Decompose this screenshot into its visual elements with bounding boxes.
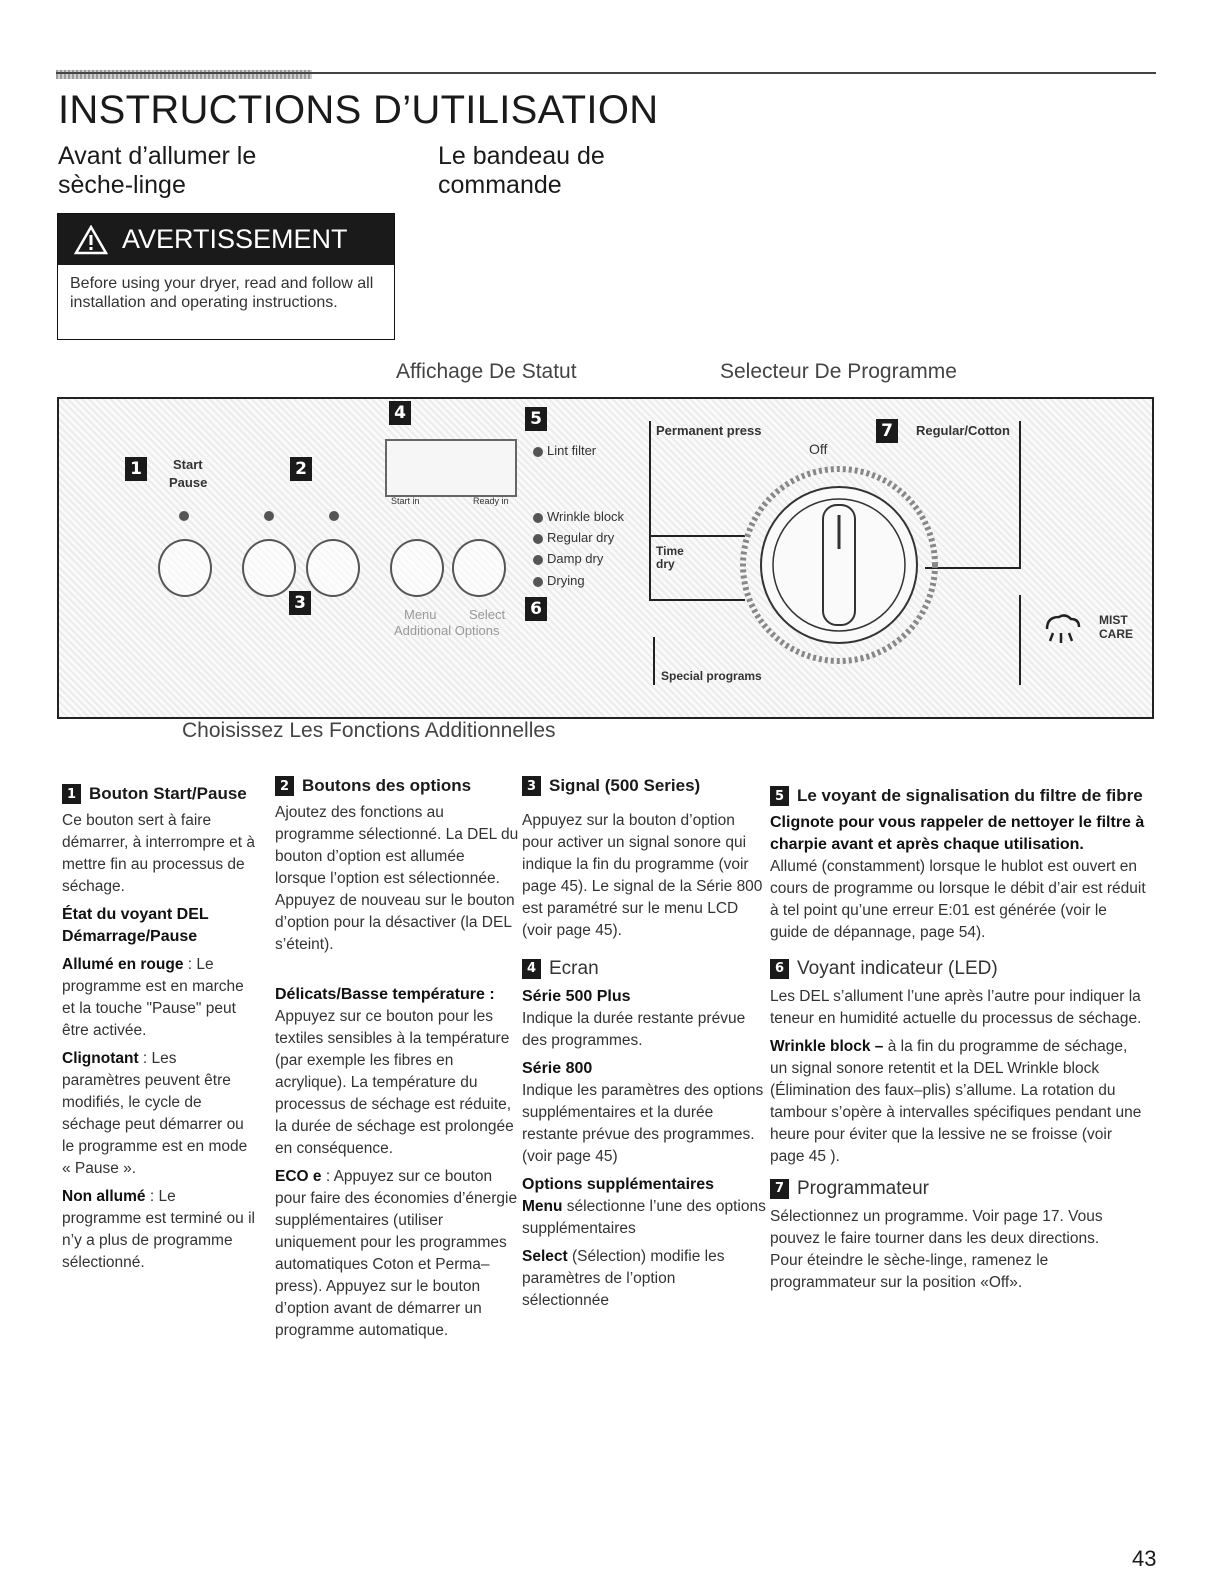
- regular-dry-led: [533, 534, 543, 544]
- screen-badge: 4: [522, 959, 541, 979]
- lint-filter-led: [533, 447, 543, 457]
- section-heading: [62, 784, 258, 804]
- led-on-red-label: Allumé en rouge: [62, 956, 184, 973]
- panel-badge-1: 1: [125, 457, 147, 481]
- ready-in-label: Ready in: [473, 496, 509, 506]
- led-off: [62, 1186, 258, 1274]
- page-title: INSTRUCTIONS D’UTILISATION: [58, 88, 659, 132]
- label-status-display: Affichage De Statut: [396, 360, 577, 383]
- led-off-text: : Le programme est terminé ou il n’y a plus de programme sélectionné.: [62, 1188, 255, 1271]
- section-badge: 3: [522, 776, 541, 796]
- program-selector-knob[interactable]: [739, 465, 939, 665]
- start-label: Start: [173, 457, 203, 472]
- extra-options-heading: Options supplémentaires: [522, 1176, 715, 1193]
- time-dry-label: Time dry: [656, 544, 684, 571]
- select-description: (Sélection) modifie les paramètres de l’option sélectionnée: [522, 1248, 725, 1309]
- programmer-text-b: Pour éteindre le sèche-linge, ramenez le programmateur sur la position «Off».: [770, 1252, 1049, 1291]
- regular-dry-label: Regular dry: [547, 530, 615, 545]
- options-intro: Ajoutez des fonctions au programme sélectionné. La DEL du bouton d’option est allumée lorsque l’option est sélectionnée. Appuyez de nouveau sur le bouton d’option pour la désactiver (la DEL s’éteint).: [275, 804, 519, 953]
- led-state-heading: État du voyant DEL Démarrage/Pause: [62, 906, 209, 945]
- start-pause-intro: Ce bouton sert à faire démarrer, à interrompre et à mettre fin au processus de séchage.: [62, 812, 255, 895]
- selector-bracket-time-bottom: [649, 599, 745, 601]
- section-title-before-start: Avant d’allumer le sèche-linge: [58, 142, 257, 199]
- option-led-1: [264, 511, 274, 521]
- drying-led: [533, 577, 543, 587]
- section-option-buttons: [275, 776, 519, 1348]
- heading-text: Bouton Start/Pause: [89, 784, 247, 803]
- select-text: [522, 1246, 766, 1312]
- series-800-text: Indique les paramètres des options supplémentaires et la durée restante prévue des programmes. (voir page 45): [522, 1082, 764, 1165]
- menu-label: Menu: [404, 607, 437, 622]
- section-badge: 5: [770, 786, 789, 806]
- label-program-selector: Selecteur De Programme: [720, 360, 957, 383]
- warning-text: Before using your dryer, read and follow all installation and operating instructions.: [70, 275, 374, 311]
- led-off-label: Non allumé: [62, 1188, 146, 1205]
- header-rule: [56, 72, 1156, 74]
- warning-header: [58, 214, 394, 265]
- menu-text: [522, 1196, 766, 1240]
- delicate-text: Appuyez sur ce bouton pour les textiles sensibles à la température (par exemple les fibres en acrylique). La température du processus de séchage est réduite, la durée de séchage est prolongée en conséquence.: [275, 1008, 514, 1157]
- selector-bracket-mist: [1019, 595, 1021, 685]
- label-additional-functions: Choisissez Les Fonctions Additionnelles: [182, 719, 556, 742]
- heading-text: Signal (500 Series): [549, 776, 701, 795]
- section-badge: 2: [275, 776, 294, 796]
- delicate-heading: Délicats/Basse température :: [275, 986, 495, 1003]
- programmer-heading: [770, 1178, 1146, 1200]
- panel-badge-2: 2: [290, 457, 312, 481]
- option-button-menu[interactable]: [390, 539, 444, 597]
- eco-text: [275, 1166, 519, 1342]
- series-800-heading: Série 800: [522, 1060, 593, 1077]
- led-indicator-badge: 6: [770, 959, 789, 979]
- led-on-red-text: : Le programme est en marche et la touche "Pause" peut être activée.: [62, 956, 244, 1039]
- select-label: Select: [469, 607, 506, 622]
- selector-bracket-left: [649, 421, 651, 601]
- heading-text: Boutons des options: [302, 776, 472, 795]
- section-start-pause: [62, 784, 258, 1280]
- led-blink-label: Clignotant: [62, 1050, 139, 1067]
- warning-heading: AVERTISSEMENT: [122, 224, 348, 254]
- series-500-text: Indique la durée restante prévue des programmes.: [522, 1010, 746, 1049]
- lint-filter-bold: Clignote pour vous rappeler de nettoyer le filtre à charpie avant et après chaque utilisation.: [770, 814, 1145, 853]
- page-number: 43: [1132, 1546, 1157, 1571]
- care-label: CARE: [1099, 627, 1134, 641]
- warning-box: [57, 213, 395, 340]
- panel-badge-5: 5: [525, 407, 547, 431]
- section-heading: [522, 776, 766, 796]
- eco-label: ECO e: [275, 1168, 322, 1185]
- series-500-heading: Série 500 Plus: [522, 988, 631, 1005]
- wrinkle-block-text: [770, 1036, 1146, 1168]
- option-button-eco[interactable]: [306, 539, 360, 597]
- panel-badge-4: 4: [389, 401, 411, 425]
- led-blink-text: : Les paramètres peuvent être modifiés, le cycle de séchage peut démarrer ou le programme est en mode « Pause ».: [62, 1050, 248, 1177]
- option-button-delicate[interactable]: [242, 539, 296, 597]
- off-label: Off: [809, 441, 828, 457]
- mist-label: MIST: [1099, 613, 1128, 627]
- wrinkle-block-label: Wrinkle block: [547, 509, 625, 524]
- led-blink: [62, 1048, 258, 1180]
- selector-bracket-time: [649, 535, 745, 537]
- selector-bracket-special: [653, 637, 655, 685]
- selector-bracket-right: [1019, 421, 1021, 569]
- led-on-red: [62, 954, 258, 1042]
- select-label-text: Select: [522, 1248, 568, 1265]
- lint-filter-label: Lint filter: [547, 443, 597, 458]
- lcd-display: [385, 439, 517, 497]
- led-indicator-heading: [770, 958, 1146, 980]
- section-badge: 1: [62, 784, 81, 804]
- eco-description: : Appuyez sur ce bouton pour faire des économies d’énergie supplémentaires (utiliser uniquement pour les programmes automatiques Coton et Perma–press). Appuyez sur le bouton d’option avant de démarrer un programme automatique.: [275, 1168, 518, 1339]
- screen-heading: [522, 958, 766, 980]
- warning-triangle-icon: [74, 225, 108, 255]
- option-button-select[interactable]: [452, 539, 506, 597]
- programmer-text-a: Sélectionnez un programme. Voir page 17. Vous pouvez le faire tourner dans les deux directions.: [770, 1208, 1103, 1247]
- programmer-badge: 7: [770, 1179, 789, 1199]
- led-indicator-heading-text: Voyant indicateur (LED): [797, 958, 998, 979]
- wrinkle-block-description: à la fin du programme de séchage, un signal sonore retentit et la DEL Wrinkle block (Élimination des faux–plis) s’allume. La rotation du tambour s’opère à intervalles spécifiques pendant une heure pour éviter que la lessive ne se froisse (voir page 45 ).: [770, 1038, 1142, 1165]
- heading-text: Le voyant de signalisation du filtre de fibre: [797, 786, 1143, 805]
- special-programs-label: Special programs: [661, 669, 762, 683]
- section-lint-filter: [770, 786, 1146, 1300]
- regular-cotton-label: Regular/Cotton: [916, 423, 1010, 438]
- damp-dry-led: [533, 555, 543, 565]
- section-heading: [770, 786, 1146, 806]
- wrinkle-block-led: [533, 513, 543, 523]
- pause-label: Pause: [169, 475, 208, 490]
- mist-care-icon: [1039, 611, 1083, 651]
- start-in-label: Start in: [391, 496, 420, 506]
- option-led-2: [329, 511, 339, 521]
- section-title-control-panel: Le bandeau de commande: [438, 142, 605, 199]
- wrinkle-block-label: Wrinkle block –: [770, 1038, 884, 1055]
- permanent-press-label: Permanent press: [656, 423, 762, 438]
- menu-description: sélectionne l’une des options supplémentaires: [522, 1198, 766, 1237]
- control-panel-illustration: [57, 397, 1154, 719]
- damp-dry-label: Damp dry: [547, 551, 604, 566]
- start-led: [179, 511, 189, 521]
- screen-heading-text: Ecran: [549, 958, 599, 979]
- signal-text: Appuyez sur la bouton d’option pour activer un signal sonore qui indique la fin du programme (voir page 45). Le signal de la Série 800 est paramétré sur le menu LCD (voir page 45).: [522, 812, 763, 939]
- section-signal: [522, 776, 766, 1318]
- panel-badge-6: 6: [525, 597, 547, 621]
- lint-filter-text: Allumé (constamment) lorsque le hublot est ouvert en cours de programme ou lorsque le débit d’air est réduit à tel point qu’une erreur E:01 est générée (voir le guide de dépannage, page 54).: [770, 858, 1146, 941]
- section-heading: [275, 776, 519, 796]
- panel-badge-7: 7: [876, 419, 898, 443]
- additional-options-label: Additional Options: [394, 623, 500, 638]
- led-indicator-text: Les DEL s’allument l’une après l’autre pour indiquer la teneur en humidité actuelle du processus de séchage.: [770, 988, 1142, 1027]
- programmer-heading-text: Programmateur: [797, 1178, 929, 1199]
- menu-label-text: Menu: [522, 1198, 563, 1215]
- start-pause-button[interactable]: [158, 539, 212, 597]
- selector-bracket-right-bottom: [925, 567, 1021, 569]
- drying-label: Drying: [547, 573, 585, 588]
- panel-badge-3: 3: [289, 591, 311, 615]
